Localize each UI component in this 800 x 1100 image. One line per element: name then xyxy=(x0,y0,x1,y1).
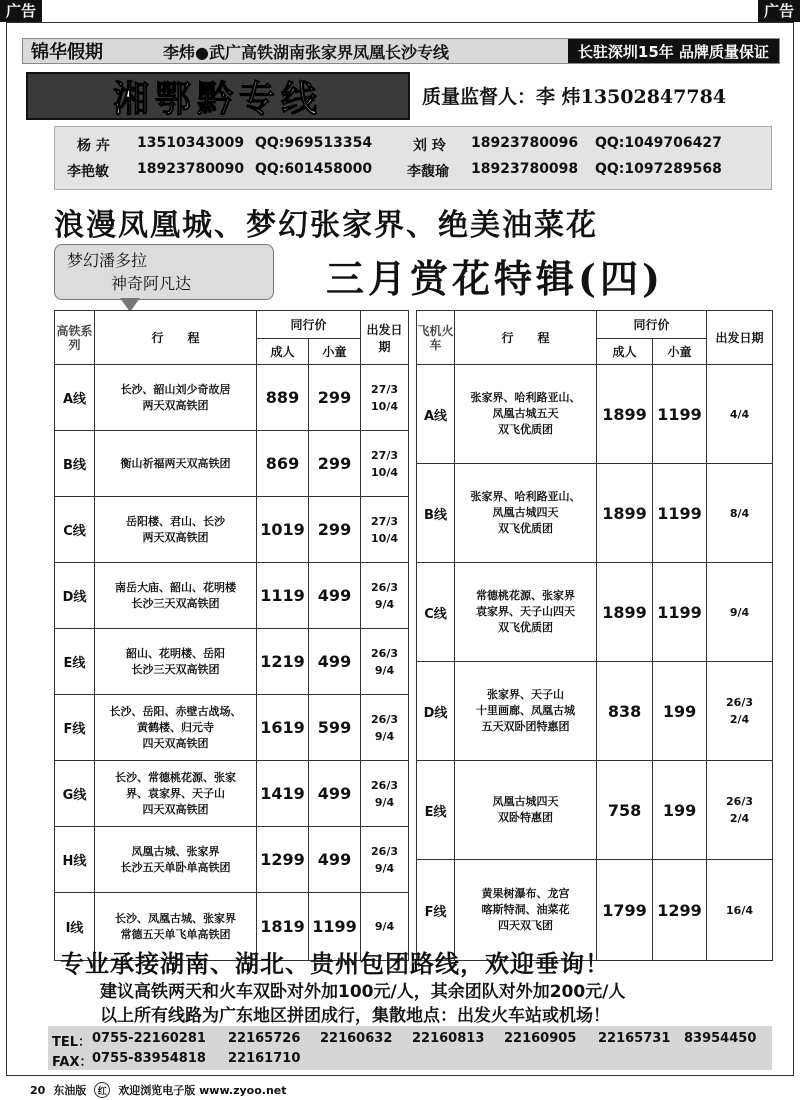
left-child-price: 499 xyxy=(309,827,361,893)
left-depart-date: 27/3 10/4 xyxy=(361,497,409,563)
left-desc: 南岳大庙、韶山、花明楼 长沙三天双高铁团 xyxy=(95,563,257,629)
tel-label: TEL： xyxy=(52,1035,92,1050)
right-child-price: 1199 xyxy=(653,365,707,464)
header-right-system: 飞机火车 xyxy=(417,311,455,365)
left-line: G线 xyxy=(55,761,95,827)
right-line: E线 xyxy=(417,761,455,860)
brand-bar xyxy=(22,38,780,64)
left-child-price: 299 xyxy=(309,497,361,563)
special-title: 三月赏花特辑(四) xyxy=(326,256,664,301)
right-adult-price: 1899 xyxy=(597,563,653,662)
left-line: I线 xyxy=(55,893,95,961)
header-adult: 成人 xyxy=(257,339,309,365)
left-child-price: 1199 xyxy=(309,893,361,961)
right-desc: 张家界、天子山 十里画廊、凤凰古城 五天双卧团特惠团 xyxy=(455,662,597,761)
right-child-price: 1199 xyxy=(653,563,707,662)
left-depart-date: 27/3 10/4 xyxy=(361,431,409,497)
contact-phone: 18923780096 xyxy=(471,135,579,151)
right-desc: 常德桃花源、张家界 袁家界、天子山四天 双飞优质团 xyxy=(455,563,597,662)
edition-label: 东油版 xyxy=(53,1084,87,1097)
right-depart-date: 16/4 xyxy=(707,860,773,961)
right-line: C线 xyxy=(417,563,455,662)
left-adult-price: 1299 xyxy=(257,827,309,893)
left-desc: 长沙、韶山刘少奇故居 两天双高铁团 xyxy=(95,365,257,431)
headline: 浪漫凤凰城、梦幻张家界、绝美油菜花 xyxy=(54,208,598,243)
footer xyxy=(30,1082,287,1098)
right-line: D线 xyxy=(417,662,455,761)
table-gap xyxy=(409,311,417,365)
right-adult-price: 1899 xyxy=(597,464,653,563)
header-child: 小童 xyxy=(653,339,707,365)
right-depart-date: 8/4 xyxy=(707,464,773,563)
left-depart-date: 26/3 9/4 xyxy=(361,827,409,893)
right-depart-date: 26/3 2/4 xyxy=(707,662,773,761)
contact-phone: 18923780090 xyxy=(137,161,245,177)
left-desc: 岳阳楼、君山、长沙 两天双高铁团 xyxy=(95,497,257,563)
tel-number: 22160632 xyxy=(320,1031,393,1046)
fax-number: 0755-83954818 xyxy=(92,1051,206,1066)
brand-logo-icon: 红 xyxy=(94,1082,110,1098)
contact-qq: QQ:969513354 xyxy=(255,135,373,151)
bubble-line: 神奇阿凡达 xyxy=(111,274,192,293)
footer-text: 欢迎浏览电子版 www.zyoo.net xyxy=(118,1084,287,1097)
ad-tag-left: 广告 xyxy=(0,0,42,22)
promo-line-1: 专业承接湖南、湖北、贵州包团路线，欢迎垂询！ xyxy=(60,950,610,978)
right-child-price: 1299 xyxy=(653,860,707,961)
left-line: B线 xyxy=(55,431,95,497)
left-child-price: 599 xyxy=(309,695,361,761)
tel-number: 22160905 xyxy=(504,1031,577,1046)
left-adult-price: 889 xyxy=(257,365,309,431)
right-desc: 张家界、哈利路亚山、 凤凰古城五天 双飞优质团 xyxy=(455,365,597,464)
header-adult: 成人 xyxy=(597,339,653,365)
left-line: A线 xyxy=(55,365,95,431)
fax-number: 22161710 xyxy=(228,1051,301,1066)
left-child-price: 499 xyxy=(309,629,361,695)
header-itinerary: 行 程 xyxy=(95,311,257,365)
left-depart-date: 26/3 9/4 xyxy=(361,695,409,761)
contact-qq: QQ:601458000 xyxy=(255,161,373,177)
right-desc: 凤凰古城四天 双卧特惠团 xyxy=(455,761,597,860)
tel-number: 83954450 xyxy=(684,1031,757,1046)
left-line: H线 xyxy=(55,827,95,893)
left-depart-date: 26/3 9/4 xyxy=(361,563,409,629)
left-desc: 长沙、岳阳、赤壁古战场、 黄鹤楼、归元寺 四天双高铁团 xyxy=(95,695,257,761)
left-line: D线 xyxy=(55,563,95,629)
header-child: 小童 xyxy=(309,339,361,365)
promo-line-3: 以上所有线路为广东地区拼团成行，集散地点：出发火车站或机场！ xyxy=(100,1006,610,1026)
header-price-group: 同行价 xyxy=(597,311,707,339)
phone-box xyxy=(48,1026,772,1070)
right-child-price: 199 xyxy=(653,662,707,761)
contacts-box xyxy=(54,126,772,190)
routes-table xyxy=(54,310,773,961)
brand-name: 锦华假期 xyxy=(31,42,103,63)
right-desc: 张家界、哈利路亚山、 凤凰古城四天 双飞优质团 xyxy=(455,464,597,563)
left-desc: 长沙、常德桃花源、张家 界、袁家界、天子山 四天双高铁团 xyxy=(95,761,257,827)
header-price-group: 同行价 xyxy=(257,311,361,339)
left-depart-date: 26/3 9/4 xyxy=(361,629,409,695)
header-depart: 出发日期 xyxy=(361,311,409,365)
right-depart-date: 4/4 xyxy=(707,365,773,464)
left-depart-date: 9/4 xyxy=(361,893,409,961)
right-line: A线 xyxy=(417,365,455,464)
header-left-system: 高铁系列 xyxy=(55,311,95,365)
left-adult-price: 1119 xyxy=(257,563,309,629)
left-desc: 韶山、花明楼、岳阳 长沙三天双高铁团 xyxy=(95,629,257,695)
left-adult-price: 1219 xyxy=(257,629,309,695)
tel-number: 22165731 xyxy=(598,1031,671,1046)
right-adult-price: 838 xyxy=(597,662,653,761)
left-line: C线 xyxy=(55,497,95,563)
right-depart-date: 9/4 xyxy=(707,563,773,662)
promo-line-2: 建议高铁两天和火车双卧对外加100元/人，其余团队对外加200元/人 xyxy=(100,982,626,1002)
page-number: 20 xyxy=(30,1083,46,1097)
left-adult-price: 1619 xyxy=(257,695,309,761)
left-adult-price: 1819 xyxy=(257,893,309,961)
contact-qq: QQ:1049706427 xyxy=(595,135,722,151)
right-desc: 黄果树瀑布、龙宫 喀斯特洞、油菜花 四天双飞团 xyxy=(455,860,597,961)
tel-number: 0755-22160281 xyxy=(92,1031,206,1046)
brand-route: 李炜●武广高铁湖南张家界凤凰长沙专线 xyxy=(163,42,449,62)
contact-phone: 13510343009 xyxy=(137,135,245,151)
left-line: E线 xyxy=(55,629,95,695)
left-desc: 衡山祈福两天双高铁团 xyxy=(95,431,257,497)
right-adult-price: 1899 xyxy=(597,365,653,464)
brand-slogan: 长驻深圳15年 品牌质量保证 xyxy=(568,39,779,63)
left-adult-price: 1019 xyxy=(257,497,309,563)
right-line: B线 xyxy=(417,464,455,563)
left-adult-price: 1419 xyxy=(257,761,309,827)
bubble-line: 梦幻潘多拉 xyxy=(67,251,148,270)
page-title: 湘鄂黔专线 xyxy=(112,77,323,120)
header-depart: 出发日期 xyxy=(707,311,773,365)
contact-name: 李艳敏 xyxy=(67,164,109,180)
left-child-price: 299 xyxy=(309,365,361,431)
right-adult-price: 1799 xyxy=(597,860,653,961)
title-box xyxy=(26,72,410,120)
left-child-price: 499 xyxy=(309,563,361,629)
right-child-price: 1199 xyxy=(653,464,707,563)
tel-number: 22160813 xyxy=(412,1031,485,1046)
fax-label: FAX： xyxy=(52,1055,93,1070)
left-desc: 长沙、凤凰古城、张家界 常德五天单飞单高铁团 xyxy=(95,893,257,961)
left-depart-date: 27/3 10/4 xyxy=(361,365,409,431)
left-child-price: 299 xyxy=(309,431,361,497)
right-adult-price: 758 xyxy=(597,761,653,860)
right-child-price: 199 xyxy=(653,761,707,860)
left-adult-price: 869 xyxy=(257,431,309,497)
left-line: F线 xyxy=(55,695,95,761)
contact-phone: 18923780098 xyxy=(471,161,579,177)
table-gap xyxy=(409,365,417,961)
left-desc: 凤凰古城、张家界 长沙五天单卧单高铁团 xyxy=(95,827,257,893)
tel-number: 22165726 xyxy=(228,1031,301,1046)
contact-name: 杨 卉 xyxy=(77,138,110,154)
speech-bubble xyxy=(54,244,274,300)
right-depart-date: 26/3 2/4 xyxy=(707,761,773,860)
quality-supervisor: 质量监督人：李 炜13502847784 xyxy=(422,86,727,108)
ad-tag-right: 广告 xyxy=(758,0,800,22)
contact-qq: QQ:1097289568 xyxy=(595,161,722,177)
left-depart-date: 26/3 9/4 xyxy=(361,761,409,827)
right-line: F线 xyxy=(417,860,455,961)
left-child-price: 499 xyxy=(309,761,361,827)
contact-name: 李馥瑜 xyxy=(407,164,449,180)
contact-name: 刘 玲 xyxy=(413,138,446,154)
header-itinerary: 行 程 xyxy=(455,311,597,365)
